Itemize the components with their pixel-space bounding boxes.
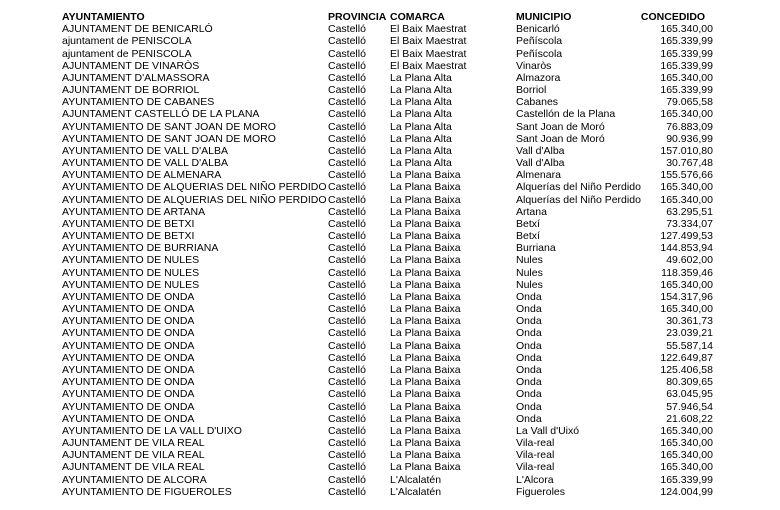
- table-row: [62, 48, 713, 60]
- ayuntamiento-cell: AYUNTAMIENTO DE SANT JOAN DE MORO: [62, 120, 276, 133]
- comarca-cell: La Plana Baixa: [390, 278, 461, 291]
- municipio-cell: Betxí: [516, 230, 540, 243]
- provincia-cell: Castelló: [328, 242, 366, 255]
- comarca-cell: La Plana Alta: [390, 120, 452, 133]
- ayuntamiento-cell: AYUNTAMIENTO DE ONDA: [62, 315, 195, 328]
- comarca-cell: La Plana Alta: [390, 108, 452, 121]
- concedido-cell: 165.340,00: [660, 108, 713, 121]
- municipio-cell: Nules: [516, 254, 543, 267]
- provincia-cell: Castelló: [328, 351, 366, 364]
- table-row: [62, 267, 713, 279]
- ayuntamiento-cell: AYUNTAMIENTO DE ONDA: [62, 290, 195, 303]
- ayuntamiento-cell: AYUNTAMIENTO DE NULES: [62, 266, 200, 279]
- table-row: [62, 35, 713, 47]
- table-row: [62, 206, 713, 218]
- provincia-cell: Castelló: [328, 339, 366, 352]
- table-row: [62, 157, 713, 169]
- ayuntamiento-cell: AYUNTAMIENTO DE ALCORA: [62, 473, 207, 486]
- concedido-cell: 23.039,21: [666, 327, 713, 340]
- concedido-cell: 118.359,46: [661, 266, 713, 279]
- comarca-cell: La Plana Baixa: [390, 376, 461, 389]
- table-row: [62, 413, 713, 425]
- concedido-cell: 125.406,58: [660, 363, 713, 376]
- municipio-cell: Vila-real: [516, 437, 555, 450]
- comarca-cell: La Plana Alta: [390, 71, 452, 84]
- municipio-cell: Onda: [516, 376, 542, 389]
- comarca-cell: La Plana Alta: [390, 96, 452, 109]
- ayuntamiento-cell: AYUNTAMIENTO DE ONDA: [62, 351, 195, 364]
- municipio-cell: Onda: [516, 339, 542, 352]
- provincia-cell: Castelló: [328, 327, 366, 340]
- provincia-cell: Castelló: [328, 169, 366, 182]
- provincia-cell: Castelló: [328, 473, 366, 486]
- municipio-cell: Almenara: [516, 169, 561, 182]
- comarca-cell: El Baix Maestrat: [390, 47, 467, 60]
- provincia-cell: Castelló: [328, 193, 366, 206]
- provincia-cell: Castelló: [328, 108, 366, 121]
- municipio-cell: Sant Joan de Moró: [516, 120, 605, 133]
- provincia-cell: Castelló: [328, 84, 366, 97]
- table-row: [62, 108, 713, 120]
- municipio-cell: Artana: [516, 205, 547, 218]
- comarca-cell: La Plana Baixa: [390, 437, 461, 450]
- concedido-cell: 30.767,48: [666, 157, 713, 170]
- ayuntamiento-cell: ajuntament de PENISCOLA: [62, 35, 192, 48]
- municipio-cell: Betxí: [516, 217, 540, 230]
- provincia-cell: Castelló: [328, 132, 366, 145]
- provincia-cell: Castelló: [328, 303, 366, 316]
- concedido-cell: 21.608,22: [666, 412, 713, 425]
- municipio-cell: Onda: [516, 388, 542, 401]
- ayuntamiento-cell: AJUNTAMENT D'ALMASSORA: [62, 71, 210, 84]
- provincia-cell: Castelló: [328, 278, 366, 291]
- municipio-cell: Nules: [516, 266, 543, 279]
- ayuntamiento-cell: AYUNTAMIENTO DE ONDA: [62, 400, 195, 413]
- municipio-cell: Burriana: [516, 242, 556, 255]
- comarca-cell: El Baix Maestrat: [390, 59, 467, 72]
- concedido-cell: 90.936,99: [666, 132, 713, 145]
- concedido-cell: 57.946,54: [666, 400, 713, 413]
- concedido-cell: 165.340,00: [660, 23, 713, 36]
- provincia-cell: Castelló: [328, 96, 366, 109]
- ayuntamiento-cell: AYUNTAMIENTO DE ARTANA: [62, 205, 206, 218]
- provincia-cell: Castelló: [328, 120, 366, 133]
- table-row: [62, 96, 713, 108]
- municipio-cell: L'Alcora: [516, 473, 554, 486]
- municipio-cell: Alquerías del Niño Perdido: [516, 193, 641, 206]
- municipio-cell: Peñíscola: [516, 35, 563, 48]
- concedido-cell: 80.309,65: [666, 376, 713, 389]
- comarca-cell: La Plana Baixa: [390, 339, 461, 352]
- municipio-cell: Vall d'Alba: [516, 144, 565, 157]
- comarca-cell: La Plana Baixa: [390, 412, 461, 425]
- ayuntamiento-cell: AYUNTAMIENTO DE ONDA: [62, 339, 195, 352]
- concedido-cell: 165.340,00: [660, 303, 713, 316]
- municipio-cell: Nules: [516, 278, 543, 291]
- provincia-cell: Castelló: [328, 290, 366, 303]
- table-row: [62, 388, 713, 400]
- provincia-cell: Castelló: [328, 388, 366, 401]
- provincia-cell: Castelló: [328, 23, 366, 36]
- table-row: [62, 84, 713, 96]
- municipio-cell: Vinaròs: [516, 59, 552, 72]
- comarca-cell: La Plana Baixa: [390, 217, 461, 230]
- concedido-cell: 122.649,87: [660, 351, 713, 364]
- ayuntamiento-cell: AYUNTAMIENTO DE ONDA: [62, 388, 195, 401]
- concedido-cell: 165.339,99: [660, 84, 713, 97]
- table-body: [62, 23, 713, 498]
- comarca-cell: El Baix Maestrat: [390, 35, 467, 48]
- provincia-cell: Castelló: [328, 71, 366, 84]
- table-row: [62, 230, 713, 242]
- concedido-cell: 124.004,99: [660, 485, 713, 498]
- table-row: [62, 254, 713, 266]
- provincia-cell: Castelló: [328, 35, 366, 48]
- provincia-cell: Castelló: [328, 217, 366, 230]
- table-row: [62, 279, 713, 291]
- municipio-cell: Onda: [516, 400, 542, 413]
- municipio-cell: Cabanes: [516, 96, 559, 109]
- comarca-cell: La Plana Alta: [390, 157, 452, 170]
- ayuntamiento-cell: AYUNTAMIENTO DE ONDA: [62, 412, 195, 425]
- ayuntamiento-cell: ajuntament de PENISCOLA: [62, 47, 192, 60]
- municipio-cell: Alquerías del Niño Perdido: [516, 181, 641, 194]
- comarca-cell: La Plana Baixa: [390, 327, 461, 340]
- concedido-cell: 127.499,53: [660, 230, 713, 243]
- municipio-cell: Vila-real: [516, 461, 555, 474]
- table-row: [62, 486, 713, 498]
- municipio-cell: Borriol: [516, 84, 547, 97]
- provincia-cell: Castelló: [328, 461, 366, 474]
- provincia-cell: Castelló: [328, 157, 366, 170]
- municipio-cell: Castellón de la Plana: [516, 108, 616, 121]
- table-row: [62, 121, 713, 133]
- provincia-cell: Castelló: [328, 47, 366, 60]
- comarca-cell: La Plana Baixa: [390, 303, 461, 316]
- municipio-cell: Benicarló: [516, 23, 560, 36]
- concedido-cell: 165.339,99: [660, 473, 713, 486]
- provincia-cell: Castelló: [328, 254, 366, 267]
- provincia-cell: Castelló: [328, 181, 366, 194]
- concedido-cell: 165.340,00: [660, 461, 713, 474]
- concedido-cell: 155.576,66: [660, 169, 713, 182]
- provincia-cell: Castelló: [328, 363, 366, 376]
- municipio-cell: Onda: [516, 327, 542, 340]
- concedido-cell: 73.334,07: [666, 217, 713, 230]
- ayuntamiento-cell: AYUNTAMIENTO DE ONDA: [62, 376, 195, 389]
- ayuntamiento-cell: AYUNTAMIENTO DE BURRIANA: [62, 242, 219, 255]
- table-row: [62, 461, 713, 473]
- header-row: [62, 11, 713, 23]
- ayuntamiento-cell: AJUNTAMENT DE VINARÒS: [62, 59, 200, 72]
- municipio-cell: Sant Joan de Moró: [516, 132, 605, 145]
- ayuntamiento-cell: AJUNTAMENT DE VILA REAL: [62, 437, 205, 450]
- provincia-cell: Castelló: [328, 315, 366, 328]
- concedido-cell: 165.340,00: [660, 278, 713, 291]
- ayuntamiento-cell: AJUNTAMENT DE BENICARLÓ: [62, 23, 213, 36]
- comarca-cell: La Plana Baixa: [390, 205, 461, 218]
- ayuntamiento-cell: AYUNTAMIENTO DE ONDA: [62, 303, 195, 316]
- header-provincia: PROVINCIA: [328, 11, 387, 23]
- comarca-cell: La Plana Baixa: [390, 193, 461, 206]
- ayuntamiento-cell: AYUNTAMIENTO DE ONDA: [62, 363, 195, 376]
- provincia-cell: Castelló: [328, 59, 366, 72]
- concedido-cell: 165.340,00: [660, 437, 713, 450]
- provincia-cell: Castelló: [328, 412, 366, 425]
- ayuntamiento-cell: AJUNTAMENT DE BORRIOL: [62, 84, 200, 97]
- comarca-cell: La Plana Alta: [390, 144, 452, 157]
- municipio-cell: Onda: [516, 412, 542, 425]
- comarca-cell: La Plana Baixa: [390, 169, 461, 182]
- table-row: [62, 194, 713, 206]
- concedido-cell: 157.010,80: [660, 144, 713, 157]
- comarca-cell: La Plana Baixa: [390, 315, 461, 328]
- ayuntamiento-cell: AYUNTAMIENTO DE FIGUEROLES: [62, 485, 232, 498]
- concedido-cell: 165.340,00: [660, 181, 713, 194]
- municipio-cell: Onda: [516, 351, 542, 364]
- ayuntamiento-cell: AYUNTAMIENTO DE BETXI: [62, 230, 195, 243]
- table-row: [62, 437, 713, 449]
- table-row: [62, 23, 713, 35]
- municipio-cell: Vila-real: [516, 449, 555, 462]
- ayuntamiento-cell: AYUNTAMIENTO DE ALQUERIAS DEL NIÑO PERDIDO: [62, 181, 327, 194]
- comarca-cell: La Plana Baixa: [390, 424, 461, 437]
- comarca-cell: El Baix Maestrat: [390, 23, 467, 36]
- header-municipio: MUNICIPIO: [516, 11, 572, 23]
- comarca-cell: La Plana Alta: [390, 84, 452, 97]
- ayuntamiento-cell: AYUNTAMIENTO DE ALMENARA: [62, 169, 222, 182]
- table-row: [62, 291, 713, 303]
- ayuntamiento-cell: AYUNTAMIENTO DE SANT JOAN DE MORO: [62, 132, 276, 145]
- municipio-cell: Peñíscola: [516, 47, 563, 60]
- concedido-cell: 30.361,73: [666, 315, 713, 328]
- comarca-cell: L'Alcalatén: [390, 473, 442, 486]
- ayuntamiento-cell: AYUNTAMIENTO DE CABANES: [62, 96, 215, 109]
- table-row: [62, 425, 713, 437]
- table-row: [62, 364, 713, 376]
- provincia-cell: Castelló: [328, 144, 366, 157]
- table-row: [62, 72, 713, 84]
- comarca-cell: L'Alcalatén: [390, 485, 442, 498]
- municipio-cell: Almazora: [516, 71, 561, 84]
- comarca-cell: La Plana Baixa: [390, 290, 461, 303]
- concedido-cell: 63.045,95: [666, 388, 713, 401]
- concedido-cell: 165.339,99: [660, 59, 713, 72]
- comarca-cell: La Plana Alta: [390, 132, 452, 145]
- concedido-cell: 165.340,00: [660, 424, 713, 437]
- grants-table: [62, 11, 713, 498]
- ayuntamiento-cell: AYUNTAMIENTO DE VALL D'ALBA: [62, 144, 228, 157]
- table-row: [62, 242, 713, 254]
- ayuntamiento-cell: AYUNTAMIENTO DE BETXI: [62, 217, 195, 230]
- comarca-cell: La Plana Baixa: [390, 266, 461, 279]
- provincia-cell: Castelló: [328, 230, 366, 243]
- comarca-cell: La Plana Baixa: [390, 242, 461, 255]
- provincia-cell: Castelló: [328, 485, 366, 498]
- provincia-cell: Castelló: [328, 205, 366, 218]
- concedido-cell: 76.883,09: [666, 120, 713, 133]
- concedido-cell: 79.065,58: [666, 96, 713, 109]
- table-row: [62, 449, 713, 461]
- comarca-cell: La Plana Baixa: [390, 181, 461, 194]
- municipio-cell: Onda: [516, 363, 542, 376]
- concedido-cell: 144.853,94: [660, 242, 713, 255]
- table-row: [62, 218, 713, 230]
- concedido-cell: 165.340,00: [660, 71, 713, 84]
- provincia-cell: Castelló: [328, 424, 366, 437]
- municipio-cell: Figueroles: [516, 485, 566, 498]
- ayuntamiento-cell: AJUNTAMENT DE VILA REAL: [62, 461, 205, 474]
- concedido-cell: 154.317,96: [660, 290, 713, 303]
- provincia-cell: Castelló: [328, 376, 366, 389]
- municipio-cell: Onda: [516, 290, 542, 303]
- municipio-cell: La Vall d'Uixó: [516, 424, 580, 437]
- municipio-cell: Vall d'Alba: [516, 157, 565, 170]
- concedido-cell: 165.339,99: [660, 47, 713, 60]
- concedido-cell: 63.295,51: [666, 205, 713, 218]
- concedido-cell: 49.602,00: [666, 254, 713, 267]
- ayuntamiento-cell: AYUNTAMIENTO DE ONDA: [62, 327, 195, 340]
- ayuntamiento-cell: AYUNTAMIENTO DE ALQUERIAS DEL NIÑO PERDIDO: [62, 193, 327, 206]
- comarca-cell: La Plana Baixa: [390, 461, 461, 474]
- table-row: [62, 340, 713, 352]
- table-row: [62, 181, 713, 193]
- header-ayuntamiento: AYUNTAMIENTO: [62, 11, 145, 23]
- ayuntamiento-cell: AYUNTAMIENTO DE LA VALL D'UIXO: [62, 424, 242, 437]
- header-comarca: COMARCA: [390, 11, 445, 23]
- table-row: [62, 401, 713, 413]
- comarca-cell: La Plana Baixa: [390, 351, 461, 364]
- ayuntamiento-cell: AJUNTAMENT DE VILA REAL: [62, 449, 205, 462]
- table-row: [62, 133, 713, 145]
- provincia-cell: Castelló: [328, 266, 366, 279]
- provincia-cell: Castelló: [328, 437, 366, 450]
- ayuntamiento-cell: AYUNTAMIENTO DE NULES: [62, 254, 200, 267]
- comarca-cell: La Plana Baixa: [390, 449, 461, 462]
- table-row: [62, 352, 713, 364]
- ayuntamiento-cell: AYUNTAMIENTO DE NULES: [62, 278, 200, 291]
- table-row: [62, 303, 713, 315]
- concedido-cell: 165.340,00: [660, 193, 713, 206]
- concedido-cell: 55.587,14: [666, 339, 713, 352]
- table-row: [62, 474, 713, 486]
- comarca-cell: La Plana Baixa: [390, 363, 461, 376]
- ayuntamiento-cell: AJUNTAMENT CASTELLÓ DE LA PLANA: [62, 108, 260, 121]
- municipio-cell: Onda: [516, 315, 542, 328]
- ayuntamiento-cell: AYUNTAMIENTO DE VALL D'ALBA: [62, 157, 228, 170]
- table-row: [62, 327, 713, 339]
- table-row: [62, 169, 713, 181]
- comarca-cell: La Plana Baixa: [390, 388, 461, 401]
- provincia-cell: Castelló: [328, 449, 366, 462]
- table-row: [62, 145, 713, 157]
- concedido-cell: 165.339,99: [660, 35, 713, 48]
- table-row: [62, 376, 713, 388]
- table-row: [62, 60, 713, 72]
- municipio-cell: Onda: [516, 303, 542, 316]
- comarca-cell: La Plana Baixa: [390, 230, 461, 243]
- provincia-cell: Castelló: [328, 400, 366, 413]
- table-row: [62, 315, 713, 327]
- comarca-cell: La Plana Baixa: [390, 400, 461, 413]
- header-concedido: CONCEDIDO: [640, 11, 706, 23]
- comarca-cell: La Plana Baixa: [390, 254, 461, 267]
- concedido-cell: 165.340,00: [660, 449, 713, 462]
